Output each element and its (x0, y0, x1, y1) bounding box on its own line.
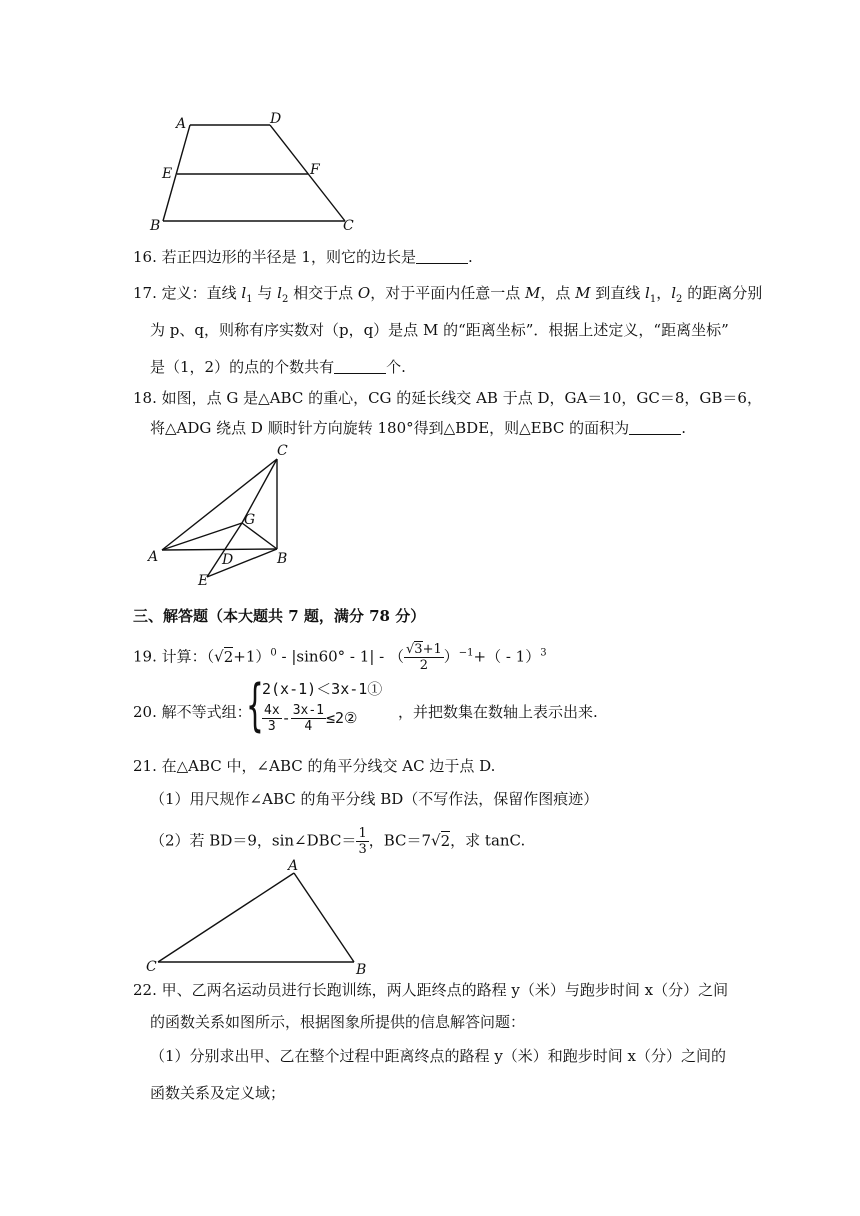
text: l (645, 284, 650, 302)
text: 相交于点 (288, 284, 358, 302)
text: ，对于平面内任意一点 (370, 284, 525, 302)
question-number: 17. (133, 284, 157, 302)
label-C: C (277, 443, 288, 459)
text: 定义：直线 (161, 284, 242, 302)
label-C: C (343, 218, 354, 233)
question-number: 22. (133, 981, 157, 999)
text: l (277, 284, 282, 302)
text: 的距离分别 (682, 284, 763, 302)
text: 是（1，2）的点的个数共有 (150, 358, 335, 376)
text: 到直线 (590, 284, 646, 302)
question-17-line-3 (150, 357, 406, 377)
label-A: A (148, 549, 159, 565)
label-B: B (277, 551, 288, 567)
text: ，求 tanC. (450, 831, 526, 850)
subscript: 2 (676, 294, 683, 305)
question-number: 19. (133, 647, 157, 666)
text: 将△ADG 绕点 D 顺时针方向旋转 180°得到△BDE，则△EBC 的面积为 (150, 419, 630, 437)
text: 与 (252, 284, 278, 302)
label-C: C (146, 959, 157, 975)
denominator: 3 (267, 719, 276, 734)
label-F: F (310, 162, 320, 178)
question-22-line-3: （1）分别求出甲、乙在整个过程中距离终点的路程 y（米）和跑步时间 x（分）之间的 (150, 1047, 727, 1065)
answer-blank (629, 420, 681, 435)
text: M (524, 284, 541, 302)
exponent: 3 (540, 647, 547, 659)
fraction (404, 642, 444, 673)
label-A: A (176, 116, 187, 132)
subscript: 1 (649, 294, 657, 305)
text: 如图，点 G 是△ABC 的重心，CG 的延长线交 AB 于点 D，GA＝10，GC＝8，GB＝6， (161, 389, 762, 407)
answer-blank (416, 249, 468, 264)
label-B: B (356, 962, 367, 976)
text: . (681, 419, 686, 437)
punct: . (467, 248, 473, 266)
radicand: 2 (223, 647, 234, 666)
question-20-suffix: ，并把数集在数轴上表示出来. (398, 703, 598, 721)
text: O (357, 284, 371, 302)
question-17-line-1 (133, 283, 762, 310)
trapezoid-figure (140, 108, 370, 233)
label-D: D (222, 552, 234, 568)
answer-blank (334, 359, 386, 374)
subscript: 1 (246, 294, 253, 305)
label-B: B (150, 218, 161, 233)
triangle-abc-figure (140, 856, 380, 976)
numerator: 4x (264, 703, 280, 718)
question-19 (133, 642, 547, 673)
subscript: 2 (281, 294, 289, 305)
denominator: 4 (304, 719, 313, 734)
text: 甲、乙两名运动员进行长跑训练，两人距终点的路程 y（米）与跑步时间 x（分）之间 (161, 981, 729, 999)
question-number: 16. (133, 248, 157, 266)
sqrt-icon: √ (214, 647, 224, 666)
text: ≤2② (326, 709, 358, 727)
radicand: 3 (414, 642, 423, 657)
question-21-part-2 (150, 826, 525, 857)
label-G: G (244, 512, 256, 528)
denominator: 2 (419, 658, 428, 673)
question-18-line-1 (133, 388, 762, 408)
text: +1 (422, 642, 442, 657)
exponent: −1 (458, 647, 474, 659)
text: - |sin60° - 1| - （ (276, 647, 404, 666)
text: +1） (233, 647, 271, 666)
text: M (575, 284, 591, 302)
inequality-1: 2(x-1)＜3x-1① (262, 680, 383, 698)
inequality-2 (262, 703, 358, 734)
text: （2）若 BD＝9，sin∠DBC＝ (150, 831, 357, 850)
question-16 (133, 247, 473, 267)
text: 在△ABC 中，∠ABC 的角平分线交 AC 边于点 D. (161, 757, 496, 775)
question-22-line-2: 的函数关系如图所示，根据图象所提供的信息解答问题： (150, 1013, 526, 1031)
text: - (281, 709, 291, 727)
text: 个. (386, 358, 406, 376)
text: ） (443, 647, 459, 666)
question-number: 18. (133, 389, 157, 407)
question-number: 20. (133, 703, 157, 721)
numerator: 3x-1 (292, 703, 324, 718)
text: l (241, 284, 247, 302)
text: ， (656, 284, 672, 302)
text: 解不等式组： (161, 703, 252, 721)
sqrt-icon: √ (431, 831, 441, 850)
text: ，BC＝7 (368, 831, 432, 850)
text: +（ - 1） (473, 647, 541, 666)
denominator: 3 (358, 842, 367, 857)
label-A: A (288, 858, 299, 874)
label-E: E (198, 573, 209, 588)
question-20-label (133, 702, 252, 722)
text: ，点 (540, 284, 576, 302)
question-21-part-1: （1）用尺规作∠ABC 的角平分线 BD（不写作法，保留作图痕迹） (150, 790, 599, 808)
sqrt-icon: √ (405, 642, 415, 657)
label-D: D (270, 111, 282, 127)
question-22-line-4: 函数关系及定义域； (150, 1084, 286, 1102)
text: 计算：（ (161, 647, 215, 666)
question-text: 若正四边形的半径是 1，则它的边长是 (161, 248, 416, 266)
label-E: E (162, 166, 173, 182)
question-18-line-2 (150, 418, 686, 438)
fraction (291, 703, 326, 734)
question-number: 21. (133, 757, 157, 775)
numerator: 1 (358, 826, 367, 841)
fraction (262, 703, 282, 734)
question-22-line-1 (133, 980, 728, 1000)
fraction (356, 826, 368, 857)
brace-icon: { (246, 673, 264, 738)
text: l (671, 284, 677, 302)
question-21-line-1 (133, 756, 495, 776)
section-title: 三、解答题（本大题共 7 题，满分 78 分） (133, 607, 426, 625)
question-17-line-2: 为 p、q，则称有序实数对（p，q）是点 M 的“距离坐标”．根据上述定义，“距离坐标” (150, 321, 729, 339)
radicand: 2 (440, 831, 451, 850)
centroid-figure (140, 440, 310, 588)
exponent: 0 (270, 647, 277, 659)
